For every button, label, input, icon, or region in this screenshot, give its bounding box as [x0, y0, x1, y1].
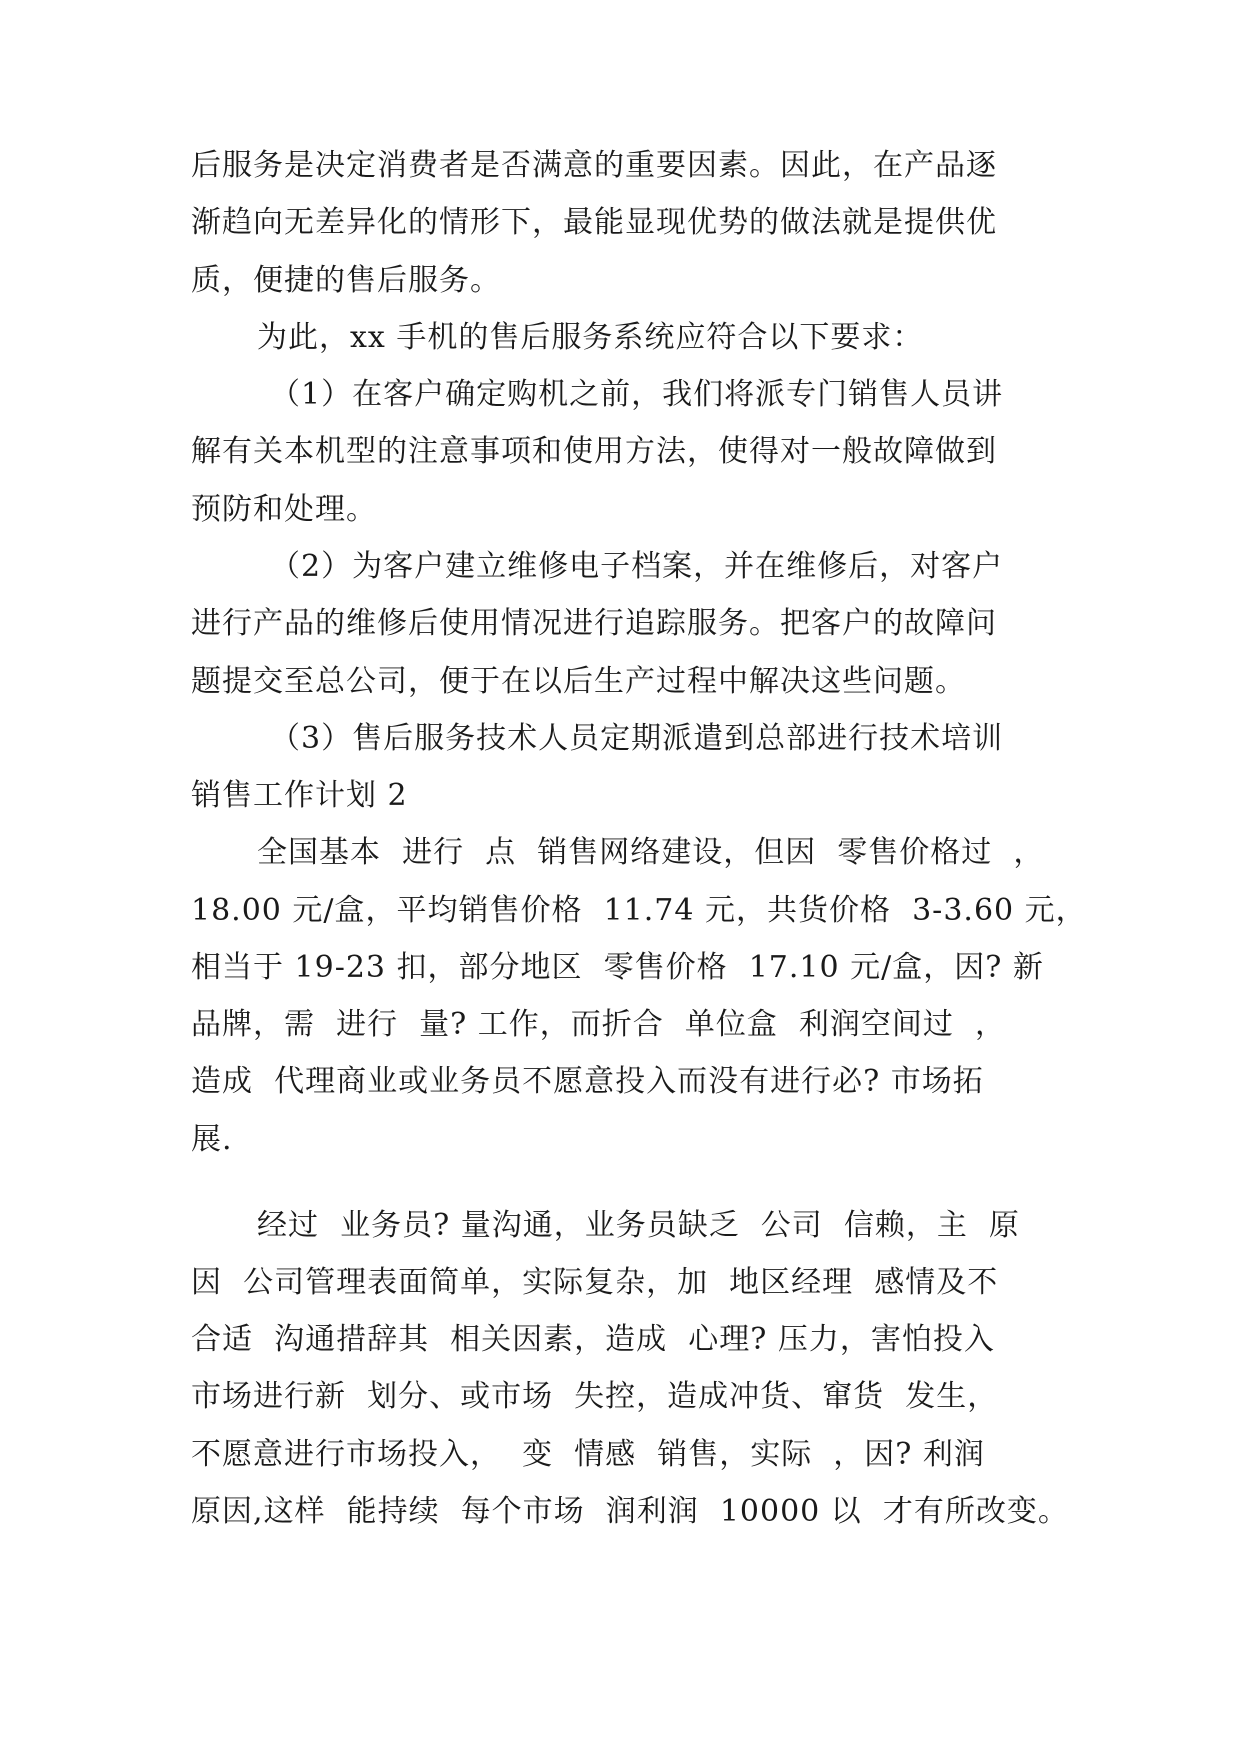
- paragraph-line: 全国基本 进行 点 销售网络建设，但因 零售价格过 ，: [257, 835, 1045, 870]
- paragraph-line: 18.00 元/盒，平均销售价格 11.74 元，共货价格 3-3.60 元，: [191, 893, 1087, 928]
- paragraph-line: 为此，xx 手机的售后服务系统应符合以下要求：: [257, 320, 924, 355]
- list-item-line: （1）在客户确定购机之前，我们将派专门销售人员讲: [270, 377, 1004, 412]
- paragraph-line: 进行产品的维修后使用情况进行追踪服务。把客户的故障问: [191, 606, 997, 641]
- paragraph-line: 经过 业务员? 量沟通，业务员缺乏 公司 信赖，主 原: [257, 1208, 1020, 1243]
- paragraph-line: 合适 沟通措辞其 相关因素，造成 心理? 压力，害怕投入: [191, 1322, 995, 1357]
- paragraph-line: 质，便捷的售后服务。: [191, 263, 501, 298]
- paragraph-line: 题提交至总公司，便于在以后生产过程中解决这些问题。: [191, 664, 966, 699]
- paragraph-line: 渐趋向无差异化的情形下，最能显现优势的做法就是提供优: [191, 205, 997, 240]
- paragraph-line: 因 公司管理表面简单，实际复杂，加 地区经理 感情及不: [191, 1265, 999, 1300]
- paragraph-line: 品牌，需 进行 量? 工作，而折合 单位盒 利润空间过 ，: [191, 1007, 1006, 1042]
- list-item-line: （2）为客户建立维修电子档案，并在维修后，对客户: [270, 549, 1004, 584]
- paragraph-line: 解有关本机型的注意事项和使用方法，使得对一般故障做到: [191, 434, 997, 469]
- paragraph-line: 原因,这样 能持续 每个市场 润利润 10000 以 才有所改变。: [191, 1494, 1069, 1529]
- paragraph-line: 市场进行新 划分、或市场 失控，造成冲货、窜货 发生，: [191, 1379, 999, 1414]
- paragraph-line: 展.: [191, 1122, 233, 1157]
- paragraph-line: 相当于 19-23 扣，部分地区 零售价格 17.10 元/盒，因? 新: [191, 950, 1044, 985]
- paragraph-line: 造成 代理商业或业务员不愿意投入而没有进行必? 市场拓: [191, 1064, 984, 1099]
- section-heading: 销售工作计划 2: [191, 778, 408, 813]
- paragraph-line: 预防和处理。: [191, 492, 377, 527]
- paragraph-line: 后服务是决定消费者是否满意的重要因素。因此，在产品逐: [191, 148, 997, 183]
- list-item-line: （3）售后服务技术人员定期派遣到总部进行技术培训: [270, 721, 1004, 756]
- paragraph-line: 不愿意进行市场投入， 变 情感 销售，实际 ，因? 利润: [191, 1437, 985, 1472]
